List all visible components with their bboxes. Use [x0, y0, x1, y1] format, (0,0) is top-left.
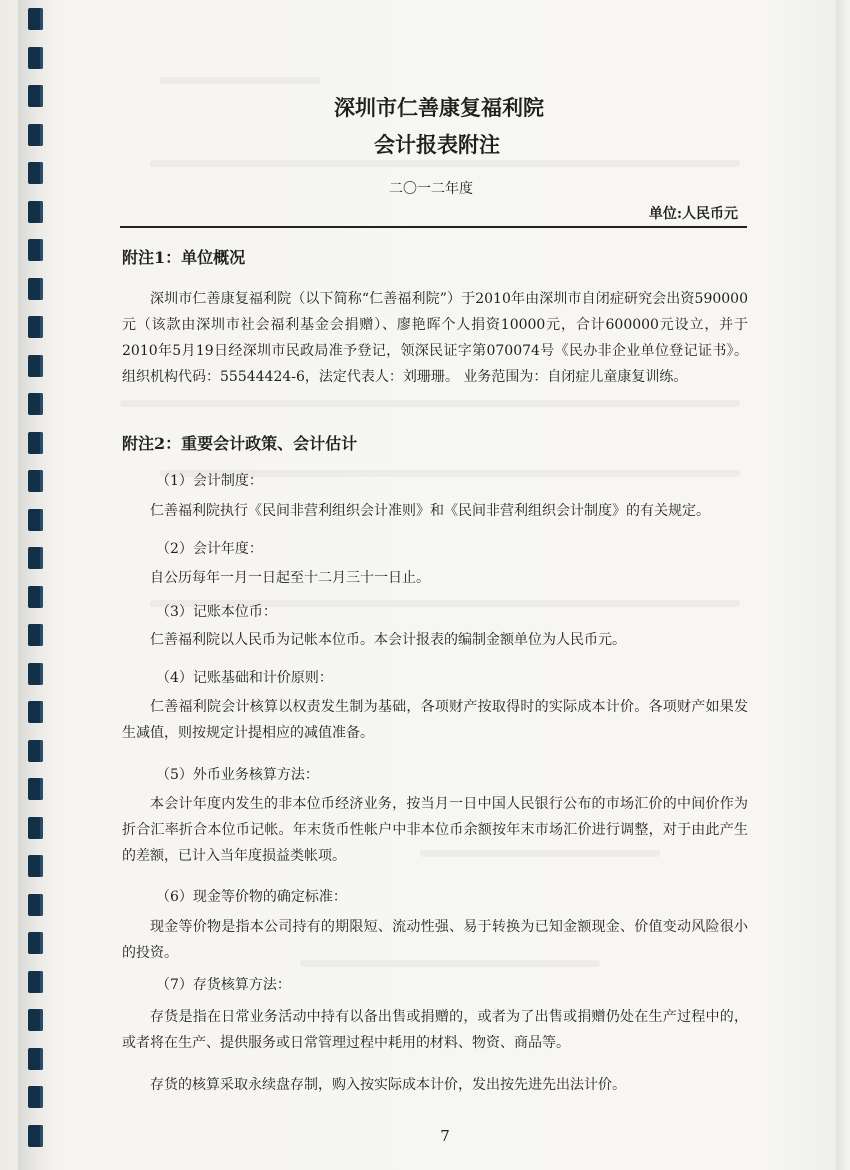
binding-ring [28, 663, 43, 685]
section1-paragraph: 深圳市仁善康复福利院（以下简称“仁善福利院”）于2010年由深圳市自闭症研究会出资590000元（该款由深圳市社会福利基金会捐赠）、廖艳晖个人捐资10000元，合计600000元设立，并于2010年5月19日经深圳市民政局准予登记，领深民证字第070074号《民办非企业单位登记证书》。组织机构代码：55544424-6，法定代表人：刘珊珊。 业务范围为：自闭症儿童康复训练。 [122, 291, 748, 385]
page-number: 7 [440, 1127, 450, 1145]
item5-label: （5）外币业务核算方法： [156, 767, 319, 783]
bleed-through [120, 400, 740, 407]
item4-label: （4）记账基础和计价原则： [156, 670, 333, 686]
binding-ring [28, 586, 43, 608]
item3-label: （3）记账本位币： [156, 604, 277, 620]
binding-ring [28, 740, 43, 762]
binding-ring [28, 624, 43, 646]
binding-ring [28, 547, 43, 569]
item6-label: （6）现金等价物的确定标准： [156, 889, 347, 905]
binding-ring [28, 1009, 43, 1031]
item1-label: （1）会计制度： [156, 473, 263, 489]
binding-ring [28, 278, 43, 300]
item4-text: 仁善福利院会计核算以权责发生制为基础，各项财产按取得时的实际成本计价。各项财产如果发生减值，则按规定计提相应的减值准备。 [122, 699, 748, 741]
binding-ring [28, 432, 43, 454]
binding-ring [28, 239, 43, 261]
item5-text: 本会计年度内发生的非本位币经济业务，按当月一日中国人民银行公布的市场汇价的中间价作为折合汇率折合本位币记帐。年末货币性帐户中非本位币余额按年末市场汇价进行调整，对于由此产生的差额，已计入当年度损益类帐项。 [122, 796, 748, 864]
binding-ring [28, 47, 43, 69]
page-edge [836, 0, 850, 1170]
section1-heading: 附注1：单位概况 [122, 248, 246, 267]
binding-ring [28, 201, 43, 223]
binding-ring [28, 778, 43, 800]
binding-ring [28, 316, 43, 338]
binding-ring [28, 894, 43, 916]
item7-text2: 存货的核算采取永续盘存制，购入按实际成本计价，发出按先进先出法计价。 [150, 1077, 626, 1093]
org-title: 深圳市仁善康复福利院 [334, 95, 544, 120]
binding-ring [28, 932, 43, 954]
binding-ring [28, 470, 43, 492]
item7-label: （7）存货核算方法： [156, 977, 291, 993]
binding-ring [28, 393, 43, 415]
section2-heading: 附注2：重要会计政策、会计估计 [122, 434, 358, 453]
item6-text: 现金等价物是指本公司持有的期限短、流动性强、易于转换为已知金额现金、价值变动风险很小的投资。 [122, 919, 748, 961]
binding-ring [28, 1048, 43, 1070]
binding-ring [28, 1125, 43, 1147]
item3-text: 仁善福利院以人民币为记帐本位币。本会计报表的编制金额单位为人民币元。 [150, 632, 626, 648]
doc-title: 会计报表附注 [374, 132, 500, 157]
binding-ring [28, 701, 43, 723]
binding-ring [28, 817, 43, 839]
binding-ring [28, 509, 43, 531]
bleed-through [160, 77, 320, 84]
binding-ring [28, 355, 43, 377]
binding-ring [28, 8, 43, 30]
item1-text: 仁善福利院执行《民间非营利组织会计准则》和《民间非营利组织会计制度》的有关规定。 [150, 503, 710, 519]
binding-ring [28, 85, 43, 107]
binding-ring [28, 1086, 43, 1108]
item7-text: 存货是指在日常业务活动中持有以备出售或捐赠的，或者为了出售或捐赠仍处在生产过程中的，或者将在生产、提供服务或日常管理过程中耗用的材料、物资、商品等。 [122, 1009, 748, 1051]
binding-ring [28, 971, 43, 993]
item2-label: （2）会计年度： [156, 541, 263, 557]
header-divider [120, 226, 747, 228]
binding-ring [28, 855, 43, 877]
bleed-through [150, 160, 740, 167]
item2-text: 自公历每年一月一日起至十二月三十一日止。 [150, 570, 430, 586]
binding-ring [28, 124, 43, 146]
currency-unit: 单位:人民币元 [648, 206, 738, 222]
binding-ring [28, 162, 43, 184]
report-year: 二〇一二年度 [389, 181, 473, 197]
